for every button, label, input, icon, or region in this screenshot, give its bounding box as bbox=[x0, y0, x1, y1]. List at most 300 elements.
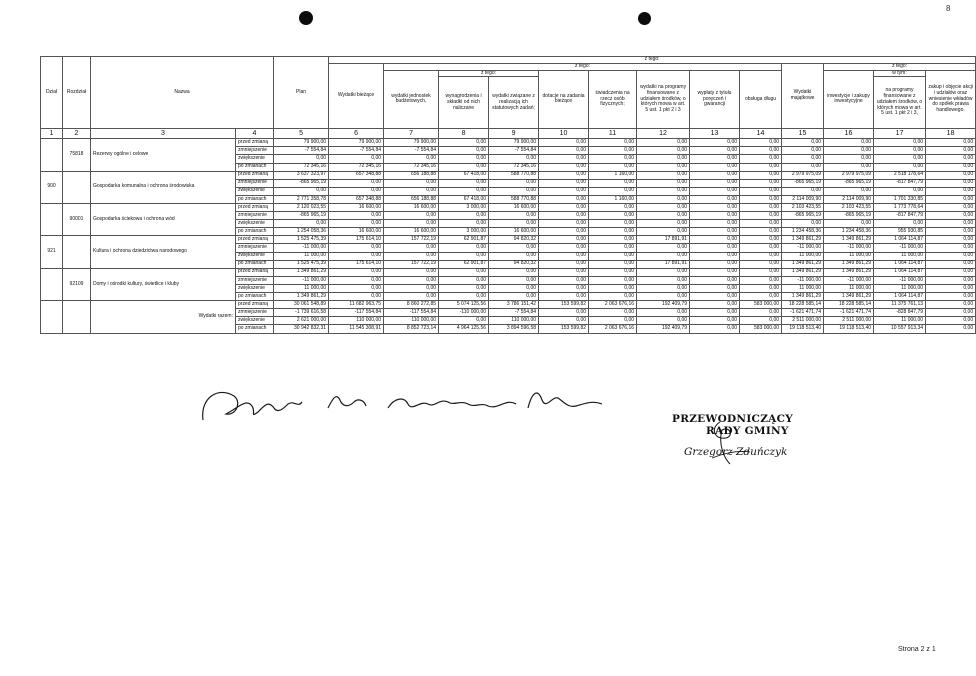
value-cell: 0,00 bbox=[329, 220, 384, 228]
value-cell: 1 349 861,29 bbox=[782, 268, 824, 276]
value-cell: 1 064 114,87 bbox=[874, 236, 926, 244]
name-cell: Domy i ośrodki kultury, świetlice i kluby bbox=[91, 268, 236, 300]
value-cell: 16 600,00 bbox=[329, 204, 384, 212]
value-cell: 0,00 bbox=[439, 220, 489, 228]
change-label: zmniejszenie bbox=[236, 244, 274, 252]
value-cell: 0,00 bbox=[329, 179, 384, 187]
value-cell: 79 900,00 bbox=[329, 139, 384, 147]
value-cell: 0,00 bbox=[874, 163, 926, 171]
value-cell: 0,00 bbox=[690, 212, 740, 220]
value-cell: 0,00 bbox=[926, 301, 976, 309]
signature-title-line1: PRZEWODNICZĄCY bbox=[672, 413, 794, 425]
value-cell: 0,00 bbox=[926, 293, 976, 301]
value-cell: 0,00 bbox=[690, 147, 740, 155]
value-cell: 0,00 bbox=[782, 220, 824, 228]
signature-name: Grzegorz Zduńczyk bbox=[684, 446, 788, 458]
value-cell: -865 965,19 bbox=[782, 179, 824, 187]
value-cell: -865 965,19 bbox=[274, 212, 329, 220]
value-cell: 1 701 330,85 bbox=[874, 195, 926, 203]
value-cell: 0,00 bbox=[439, 252, 489, 260]
value-cell: 0,00 bbox=[740, 317, 782, 325]
value-cell: 0,00 bbox=[489, 293, 539, 301]
rozdzial-cell: 90001 bbox=[63, 204, 91, 236]
value-cell: 0,00 bbox=[384, 155, 439, 163]
value-cell: 1 064 114,87 bbox=[874, 293, 926, 301]
value-cell: 0,00 bbox=[637, 179, 690, 187]
value-cell: 2 511 000,00 bbox=[824, 317, 874, 325]
value-cell: 656 188,88 bbox=[384, 195, 439, 203]
table-row bbox=[41, 236, 976, 244]
column-number: 10 bbox=[539, 129, 589, 139]
value-cell: 16 600,00 bbox=[489, 204, 539, 212]
change-label: zwiększenie bbox=[236, 220, 274, 228]
value-cell: -11 000,00 bbox=[874, 276, 926, 284]
value-cell: 0,00 bbox=[489, 252, 539, 260]
column-number: 16 bbox=[824, 129, 874, 139]
value-cell: -1 739 616,58 bbox=[274, 309, 329, 317]
value-cell: 0,00 bbox=[539, 195, 589, 203]
value-cell: 0,00 bbox=[439, 163, 489, 171]
value-cell: 18 228 585,14 bbox=[824, 301, 874, 309]
value-cell: 1 234 458,36 bbox=[824, 228, 874, 236]
col-swiadczenia: świadczenia na rzecz osób fizycznych; bbox=[589, 70, 637, 129]
value-cell: 0,00 bbox=[329, 293, 384, 301]
value-cell: 3 894 596,58 bbox=[489, 325, 539, 333]
value-cell: 0,00 bbox=[637, 228, 690, 236]
value-cell: 0,00 bbox=[329, 252, 384, 260]
value-cell: 0,00 bbox=[690, 309, 740, 317]
column-number: 8 bbox=[439, 129, 489, 139]
value-cell: -11 000,00 bbox=[824, 276, 874, 284]
value-cell: 0,00 bbox=[637, 220, 690, 228]
value-cell: 0,00 bbox=[539, 171, 589, 179]
value-cell: 0,00 bbox=[329, 155, 384, 163]
value-cell: 0,00 bbox=[489, 268, 539, 276]
value-cell: 3 000,00 bbox=[439, 228, 489, 236]
value-cell: 0,00 bbox=[782, 155, 824, 163]
value-cell: 0,00 bbox=[690, 293, 740, 301]
value-cell: 0,00 bbox=[637, 163, 690, 171]
value-cell: 0,00 bbox=[489, 179, 539, 187]
value-cell: 0,00 bbox=[329, 284, 384, 292]
value-cell: -11 000,00 bbox=[782, 276, 824, 284]
value-cell: 0,00 bbox=[589, 179, 637, 187]
value-cell: 0,00 bbox=[690, 276, 740, 284]
value-cell: 0,00 bbox=[539, 236, 589, 244]
value-cell: 0,00 bbox=[740, 284, 782, 292]
value-cell: 0,00 bbox=[740, 139, 782, 147]
value-cell: 11 000,00 bbox=[274, 284, 329, 292]
value-cell: 0,00 bbox=[589, 276, 637, 284]
value-cell: 0,00 bbox=[926, 325, 976, 333]
value-cell: 79 900,00 bbox=[384, 139, 439, 147]
value-cell: 2 063 676,16 bbox=[589, 301, 637, 309]
value-cell: 1 234 458,36 bbox=[782, 228, 824, 236]
value-cell: 0,00 bbox=[926, 244, 976, 252]
value-cell: 0,00 bbox=[589, 228, 637, 236]
value-cell: 0,00 bbox=[740, 171, 782, 179]
value-cell: 0,00 bbox=[439, 155, 489, 163]
value-cell: 0,00 bbox=[589, 147, 637, 155]
value-cell: 11 000,00 bbox=[874, 317, 926, 325]
value-cell: 0,00 bbox=[926, 236, 976, 244]
col-dzial: Dział bbox=[41, 57, 63, 129]
value-cell: -865 965,19 bbox=[782, 212, 824, 220]
value-cell: 1 349 861,29 bbox=[782, 236, 824, 244]
change-label: zwiększenie bbox=[236, 317, 274, 325]
value-cell: 0,00 bbox=[539, 179, 589, 187]
value-cell: 0,00 bbox=[637, 252, 690, 260]
change-label: po zmianach bbox=[236, 228, 274, 236]
value-cell: 588 770,88 bbox=[489, 195, 539, 203]
value-cell: 62 901,87 bbox=[439, 236, 489, 244]
value-cell: 0,00 bbox=[926, 276, 976, 284]
z-tego-majatkowe: z tego: bbox=[824, 63, 976, 70]
value-cell: 0,00 bbox=[384, 179, 439, 187]
value-cell: 2 771 358,78 bbox=[274, 195, 329, 203]
value-cell: 175 614,10 bbox=[329, 260, 384, 268]
change-label: zmniejszenie bbox=[236, 147, 274, 155]
value-cell: 2 103 423,55 bbox=[782, 204, 824, 212]
value-cell: 0,00 bbox=[539, 228, 589, 236]
value-cell: 0,00 bbox=[782, 163, 824, 171]
value-cell: 0,00 bbox=[740, 260, 782, 268]
change-label: zwiększenie bbox=[236, 252, 274, 260]
value-cell: 1 349 861,29 bbox=[824, 268, 874, 276]
value-cell: 0,00 bbox=[589, 236, 637, 244]
value-cell: 0,00 bbox=[926, 252, 976, 260]
value-cell: -817 847,79 bbox=[874, 179, 926, 187]
col-wydatki-biezace: Wydatki bieżące bbox=[329, 63, 384, 129]
value-cell: 0,00 bbox=[439, 317, 489, 325]
column-number: 7 bbox=[384, 129, 439, 139]
value-cell: 0,00 bbox=[539, 309, 589, 317]
value-cell: 583 000,00 bbox=[740, 325, 782, 333]
column-number: 11 bbox=[589, 129, 637, 139]
value-cell: 0,00 bbox=[539, 284, 589, 292]
value-cell: 0,00 bbox=[637, 309, 690, 317]
value-cell: 0,00 bbox=[439, 268, 489, 276]
change-label: po zmianach bbox=[236, 325, 274, 333]
value-cell: 0,00 bbox=[329, 268, 384, 276]
change-label: przed zmianą bbox=[236, 301, 274, 309]
value-cell: 0,00 bbox=[874, 187, 926, 195]
value-cell: 0,00 bbox=[589, 155, 637, 163]
value-cell: 0,00 bbox=[824, 187, 874, 195]
value-cell: 0,00 bbox=[439, 139, 489, 147]
value-cell: 583 000,00 bbox=[740, 301, 782, 309]
col-wydatki-programy: wydatki na programy finansowane z udziałem środków, o których mowa w art. 5 ust. 1 pkt 2 i 3 bbox=[637, 70, 690, 129]
value-cell: 67 418,00 bbox=[439, 171, 489, 179]
value-cell: 0,00 bbox=[740, 268, 782, 276]
value-cell: 0,00 bbox=[740, 252, 782, 260]
name-cell: Wydatki razem: bbox=[91, 301, 236, 333]
value-cell: 0,00 bbox=[329, 276, 384, 284]
value-cell: 0,00 bbox=[384, 220, 439, 228]
value-cell: 0,00 bbox=[690, 236, 740, 244]
value-cell: 0,00 bbox=[824, 220, 874, 228]
value-cell: 657 348,88 bbox=[329, 195, 384, 203]
value-cell: 0,00 bbox=[874, 139, 926, 147]
value-cell: 0,00 bbox=[539, 204, 589, 212]
value-cell: 4 964 125,56 bbox=[439, 325, 489, 333]
col-wydatki-jednostek: wydatki jednostek budżetowych, bbox=[384, 70, 439, 129]
value-cell: 11 000,00 bbox=[874, 284, 926, 292]
value-cell: 0,00 bbox=[926, 317, 976, 325]
value-cell: 157 722,19 bbox=[384, 260, 439, 268]
value-cell: 0,00 bbox=[740, 204, 782, 212]
value-cell: 0,00 bbox=[489, 284, 539, 292]
value-cell: 0,00 bbox=[439, 212, 489, 220]
value-cell: 0,00 bbox=[740, 276, 782, 284]
w-tym: w tym: bbox=[874, 70, 926, 77]
value-cell: 0,00 bbox=[874, 155, 926, 163]
value-cell: -7 554,84 bbox=[384, 147, 439, 155]
value-cell: -117 554,84 bbox=[329, 309, 384, 317]
value-cell: 2 120 023,55 bbox=[274, 204, 329, 212]
col-wyplaty: wypłaty z tytułu poręczeń i gwarancji bbox=[690, 70, 740, 129]
value-cell: 2 063 676,16 bbox=[589, 325, 637, 333]
column-number: 5 bbox=[274, 129, 329, 139]
value-cell: 0,00 bbox=[690, 171, 740, 179]
value-cell: 0,00 bbox=[489, 212, 539, 220]
name-cell: Gospodarka ściekowa i ochrona wód bbox=[91, 204, 236, 236]
value-cell: 0,00 bbox=[384, 284, 439, 292]
value-cell: 0,00 bbox=[926, 147, 976, 155]
value-cell: 1 349 861,29 bbox=[824, 293, 874, 301]
value-cell: 17 891,91 bbox=[637, 236, 690, 244]
col-nazwa: Nazwa bbox=[91, 57, 274, 129]
table-row bbox=[41, 268, 976, 276]
value-cell: 0,00 bbox=[589, 317, 637, 325]
value-cell: -1 621 471,74 bbox=[782, 309, 824, 317]
value-cell: -828 847,79 bbox=[874, 309, 926, 317]
value-cell: 175 614,10 bbox=[329, 236, 384, 244]
z-tego-biezace: z tego: bbox=[384, 63, 782, 70]
table-row bbox=[41, 204, 976, 212]
value-cell: 2 511 000,00 bbox=[782, 317, 824, 325]
value-cell: 0,00 bbox=[329, 212, 384, 220]
column-number: 18 bbox=[926, 129, 976, 139]
value-cell: 110 000,00 bbox=[384, 317, 439, 325]
value-cell: 0,00 bbox=[637, 204, 690, 212]
value-cell: 19 118 513,40 bbox=[824, 325, 874, 333]
value-cell: -865 965,19 bbox=[274, 179, 329, 187]
value-cell: 0,00 bbox=[637, 293, 690, 301]
value-cell: 0,00 bbox=[874, 220, 926, 228]
dzial-cell bbox=[41, 139, 63, 171]
value-cell: 0,00 bbox=[926, 179, 976, 187]
value-cell: 0,00 bbox=[589, 260, 637, 268]
column-number: 13 bbox=[690, 129, 740, 139]
value-cell: 0,00 bbox=[782, 187, 824, 195]
value-cell: 157 722,19 bbox=[384, 236, 439, 244]
rozdzial-cell bbox=[63, 301, 91, 333]
dzial-cell bbox=[41, 204, 63, 236]
value-cell: 0,00 bbox=[690, 204, 740, 212]
value-cell: 0,00 bbox=[740, 228, 782, 236]
value-cell: 0,00 bbox=[589, 204, 637, 212]
value-cell: 0,00 bbox=[926, 204, 976, 212]
value-cell: 0,00 bbox=[439, 147, 489, 155]
value-cell: 11 375 761,13 bbox=[874, 301, 926, 309]
value-cell: 0,00 bbox=[637, 268, 690, 276]
page-number: Strona 2 z 1 bbox=[898, 646, 936, 653]
column-number: 6 bbox=[329, 129, 384, 139]
value-cell: 1 773 778,64 bbox=[874, 204, 926, 212]
value-cell: 0,00 bbox=[489, 276, 539, 284]
change-label: zmniejszenie bbox=[236, 309, 274, 317]
value-cell: -11 000,00 bbox=[274, 244, 329, 252]
value-cell: -11 000,00 bbox=[874, 244, 926, 252]
value-cell: 0,00 bbox=[926, 284, 976, 292]
value-cell: 0,00 bbox=[329, 244, 384, 252]
value-cell: 0,00 bbox=[439, 187, 489, 195]
rozdzial-cell bbox=[63, 171, 91, 203]
value-cell: 110 000,00 bbox=[329, 317, 384, 325]
dzial-cell: 900 bbox=[41, 171, 63, 203]
value-cell: 0,00 bbox=[539, 317, 589, 325]
value-cell: 0,00 bbox=[782, 147, 824, 155]
value-cell: -7 554,84 bbox=[489, 309, 539, 317]
value-cell: -1 621 471,74 bbox=[824, 309, 874, 317]
value-cell: 0,00 bbox=[539, 212, 589, 220]
col-obsluga: obsługa długu bbox=[740, 70, 782, 129]
value-cell: 0,00 bbox=[637, 155, 690, 163]
value-cell: 955 930,85 bbox=[874, 228, 926, 236]
value-cell: 0,00 bbox=[690, 317, 740, 325]
value-cell: 0,00 bbox=[740, 195, 782, 203]
value-cell: 0,00 bbox=[824, 155, 874, 163]
value-cell: 0,00 bbox=[637, 317, 690, 325]
value-cell: -117 554,84 bbox=[384, 309, 439, 317]
name-cell: Gospodarka komunalna i ochrona środowiska bbox=[91, 171, 236, 203]
value-cell: 0,00 bbox=[539, 276, 589, 284]
change-label: przed zmianą bbox=[236, 171, 274, 179]
value-cell: 153 599,82 bbox=[539, 325, 589, 333]
value-cell: 62 901,87 bbox=[439, 260, 489, 268]
value-cell: 0,00 bbox=[690, 325, 740, 333]
value-cell: 0,00 bbox=[539, 147, 589, 155]
signature-scribble bbox=[700, 418, 760, 468]
value-cell: 0,00 bbox=[329, 187, 384, 195]
value-cell: 18 228 585,14 bbox=[782, 301, 824, 309]
value-cell: 0,00 bbox=[926, 260, 976, 268]
value-cell: 3 637 323,97 bbox=[274, 171, 329, 179]
value-cell: 656 188,88 bbox=[384, 171, 439, 179]
value-cell: 0,00 bbox=[637, 212, 690, 220]
value-cell: 1 349 861,29 bbox=[824, 260, 874, 268]
value-cell: 2 979 975,09 bbox=[824, 171, 874, 179]
value-cell: 94 820,32 bbox=[489, 236, 539, 244]
value-cell: 11 682 963,75 bbox=[329, 301, 384, 309]
dzial-cell bbox=[41, 301, 63, 333]
budget-table bbox=[40, 56, 976, 334]
value-cell: 0,00 bbox=[384, 268, 439, 276]
value-cell: 0,00 bbox=[384, 293, 439, 301]
rozdzial-cell bbox=[63, 236, 91, 268]
value-cell: 72 345,16 bbox=[384, 163, 439, 171]
value-cell: 16 600,00 bbox=[384, 204, 439, 212]
value-cell: -110 000,00 bbox=[439, 309, 489, 317]
value-cell: 0,00 bbox=[690, 187, 740, 195]
value-cell: 0,00 bbox=[489, 155, 539, 163]
value-cell: 0,00 bbox=[384, 252, 439, 260]
value-cell: 2 103 423,55 bbox=[824, 204, 874, 212]
value-cell: 0,00 bbox=[539, 139, 589, 147]
col-zakup-akcji: zakup i objęcie akcji i udziałów oraz wniesienie wkładów do spółek prawa handlowego. bbox=[926, 70, 976, 129]
value-cell: 0,00 bbox=[539, 163, 589, 171]
value-cell: 1 064 114,87 bbox=[874, 268, 926, 276]
value-cell: 0,00 bbox=[637, 147, 690, 155]
col-rozdzial: Rozdział bbox=[63, 57, 91, 129]
column-number: 15 bbox=[782, 129, 824, 139]
value-cell: 657 348,88 bbox=[329, 171, 384, 179]
value-cell: 10 557 913,34 bbox=[874, 325, 926, 333]
change-label: po zmianach bbox=[236, 293, 274, 301]
value-cell: 0,00 bbox=[637, 195, 690, 203]
value-cell: 0,00 bbox=[926, 309, 976, 317]
change-label: zmniejszenie bbox=[236, 276, 274, 284]
value-cell: 0,00 bbox=[824, 139, 874, 147]
value-cell: 8 852 723,14 bbox=[384, 325, 439, 333]
value-cell: 0,00 bbox=[782, 139, 824, 147]
value-cell: -11 000,00 bbox=[824, 244, 874, 252]
value-cell: 0,00 bbox=[740, 155, 782, 163]
value-cell: 5 074 125,56 bbox=[439, 301, 489, 309]
table-row bbox=[41, 171, 976, 179]
change-label: przed zmianą bbox=[236, 268, 274, 276]
col-wydatki-majatkowe: Wydatki majątkowe bbox=[782, 63, 824, 129]
name-cell: Rezerwy ogólne i celowe bbox=[91, 139, 236, 171]
value-cell: 0,00 bbox=[740, 244, 782, 252]
value-cell: 0,00 bbox=[489, 244, 539, 252]
value-cell: 0,00 bbox=[824, 147, 874, 155]
value-cell: 0,00 bbox=[589, 284, 637, 292]
value-cell: 2 979 975,09 bbox=[782, 171, 824, 179]
value-cell: 0,00 bbox=[690, 220, 740, 228]
value-cell: 0,00 bbox=[589, 252, 637, 260]
value-cell: 1 525 475,39 bbox=[274, 236, 329, 244]
value-cell: 0,00 bbox=[926, 212, 976, 220]
value-cell: 0,00 bbox=[439, 179, 489, 187]
value-cell: 0,00 bbox=[926, 171, 976, 179]
value-cell: 0,00 bbox=[589, 187, 637, 195]
value-cell: 0,00 bbox=[539, 268, 589, 276]
table-row bbox=[41, 301, 976, 309]
col-wynagrodzenia: wynagrodzenia i składki od nich naliczane bbox=[439, 77, 489, 129]
value-cell: 0,00 bbox=[690, 139, 740, 147]
value-cell: 110 000,00 bbox=[489, 317, 539, 325]
value-cell: 0,00 bbox=[690, 155, 740, 163]
dzial-cell bbox=[41, 268, 63, 300]
value-cell: 72 345,16 bbox=[274, 163, 329, 171]
table-row bbox=[41, 139, 976, 147]
value-cell: 1 160,00 bbox=[589, 195, 637, 203]
value-cell: 0,00 bbox=[589, 220, 637, 228]
value-cell: 0,00 bbox=[740, 147, 782, 155]
value-cell: 0,00 bbox=[589, 268, 637, 276]
rozdzial-cell: 92109 bbox=[63, 268, 91, 300]
value-cell: 3 786 151,42 bbox=[489, 301, 539, 309]
value-cell: 0,00 bbox=[874, 147, 926, 155]
value-cell: 192 409,79 bbox=[637, 325, 690, 333]
value-cell: 0,00 bbox=[589, 293, 637, 301]
value-cell: 0,00 bbox=[690, 252, 740, 260]
value-cell: 0,00 bbox=[589, 309, 637, 317]
value-cell: 0,00 bbox=[589, 163, 637, 171]
change-label: po zmianach bbox=[236, 163, 274, 171]
